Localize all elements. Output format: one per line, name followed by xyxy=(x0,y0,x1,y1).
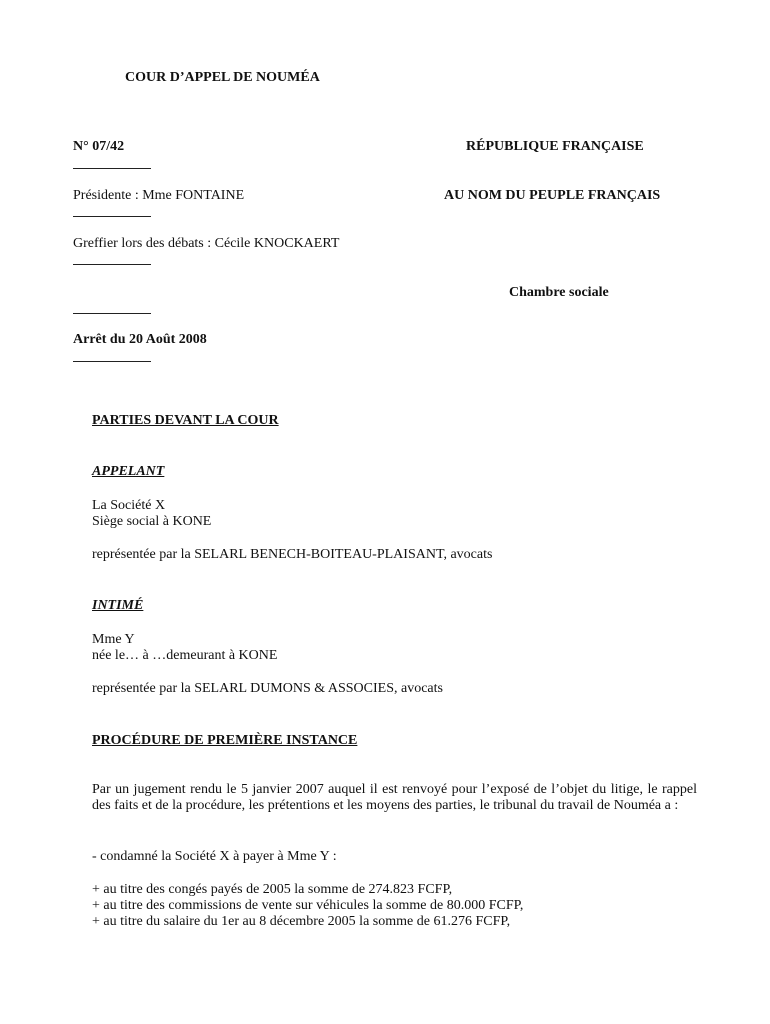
appellant-address: Siège social à KONE xyxy=(92,514,212,529)
respondent-name: Mme Y xyxy=(92,632,135,647)
respondent-representation: représentée par la SELARL DUMONS & ASSOCIES, avocats xyxy=(92,681,443,696)
divider xyxy=(73,361,151,362)
divider xyxy=(73,216,151,217)
republic-heading: RÉPUBLIQUE FRANÇAISE xyxy=(466,139,644,154)
list-item: + au titre des commissions de vente sur véhicules la somme de 80.000 FCFP, xyxy=(92,898,524,913)
court-name: COUR D’APPEL DE NOUMÉA xyxy=(125,70,320,85)
judgment-date: Arrêt du 20 Août 2008 xyxy=(73,332,207,347)
divider xyxy=(73,264,151,265)
case-number: N° 07/42 xyxy=(73,139,125,154)
clerk-line: Greffier lors des débats : Cécile KNOCKAERT xyxy=(73,236,340,251)
condemned-line: - condamné la Société X à payer à Mme Y : xyxy=(92,849,337,864)
in-the-name-heading: AU NOM DU PEUPLE FRANÇAIS xyxy=(444,188,661,203)
list-item: + au titre du salaire du 1er au 8 décembre 2005 la somme de 61.276 FCFP, xyxy=(92,914,511,929)
respondent-address: née le… à …demeurant à KONE xyxy=(92,648,278,663)
parties-heading: PARTIES DEVANT LA COUR xyxy=(92,413,279,428)
chamber-label: Chambre sociale xyxy=(509,285,609,300)
appellant-name: La Société X xyxy=(92,498,166,513)
procedure-heading: PROCÉDURE DE PREMIÈRE INSTANCE xyxy=(92,733,358,748)
divider xyxy=(73,313,151,314)
appellant-representation: représentée par la SELARL BENECH-BOITEAU-PLAISANT, avocats xyxy=(92,547,493,562)
divider xyxy=(73,168,151,169)
list-item: + au titre des congés payés de 2005 la somme de 274.823 FCFP, xyxy=(92,882,453,897)
procedure-paragraph: Par un jugement rendu le 5 janvier 2007 auquel il est renvoyé pour l’exposé de l’objet du litige, le rappel des faits et de la procédure, les prétentions et les moyens des parties, le tribunal du travail de Nouméa a : xyxy=(92,782,697,813)
appellant-label: APPELANT xyxy=(92,464,165,479)
president-line: Présidente : Mme FONTAINE xyxy=(73,188,245,203)
respondent-label: INTIMÉ xyxy=(92,598,144,613)
